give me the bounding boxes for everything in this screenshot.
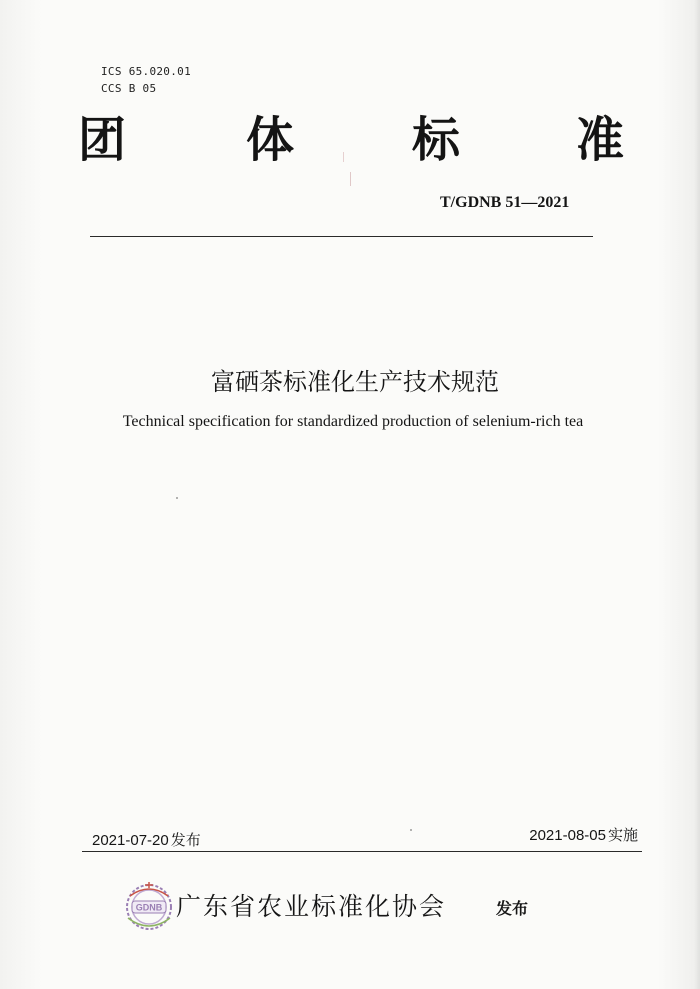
logo-text: GDNB — [135, 902, 163, 913]
page-edge-shadow — [694, 0, 700, 989]
effective-date-line — [529, 824, 638, 845]
publisher-name: 广东省农业标准化协会 — [176, 892, 447, 921]
standard-type-heading — [78, 112, 628, 172]
scan-mark — [343, 152, 344, 162]
effective-label: 实施 — [607, 826, 638, 844]
standard-type-char: 体 — [246, 112, 295, 168]
publisher-block — [118, 878, 598, 938]
issued-label: 发布 — [170, 831, 201, 849]
scan-speck — [410, 829, 412, 831]
classification-codes — [101, 63, 191, 97]
effective-date: 2021-08-05 — [529, 827, 606, 844]
association-logo-icon — [118, 878, 180, 936]
standard-number: T/GDNB 51—2021 — [440, 194, 570, 211]
footer-divider — [82, 851, 642, 852]
issued-date: 2021-07-20 — [92, 832, 169, 849]
standard-type-char: 准 — [576, 112, 625, 168]
title-chinese: 富硒茶标准化生产技术规范 — [211, 368, 499, 396]
scan-mark — [350, 172, 351, 186]
standard-type-char: 团 — [78, 112, 127, 168]
header-divider — [90, 236, 593, 237]
standard-type-char: 标 — [412, 112, 461, 168]
title-english: Technical specification for standardized production of selenium-rich tea — [122, 413, 584, 430]
scan-speck — [176, 497, 178, 499]
issued-date-line — [92, 829, 201, 850]
ics-code: ICS 65.020.01 — [101, 65, 191, 78]
ccs-code: CCS B 05 — [101, 82, 157, 95]
publisher-suffix: 发布 — [496, 899, 529, 918]
